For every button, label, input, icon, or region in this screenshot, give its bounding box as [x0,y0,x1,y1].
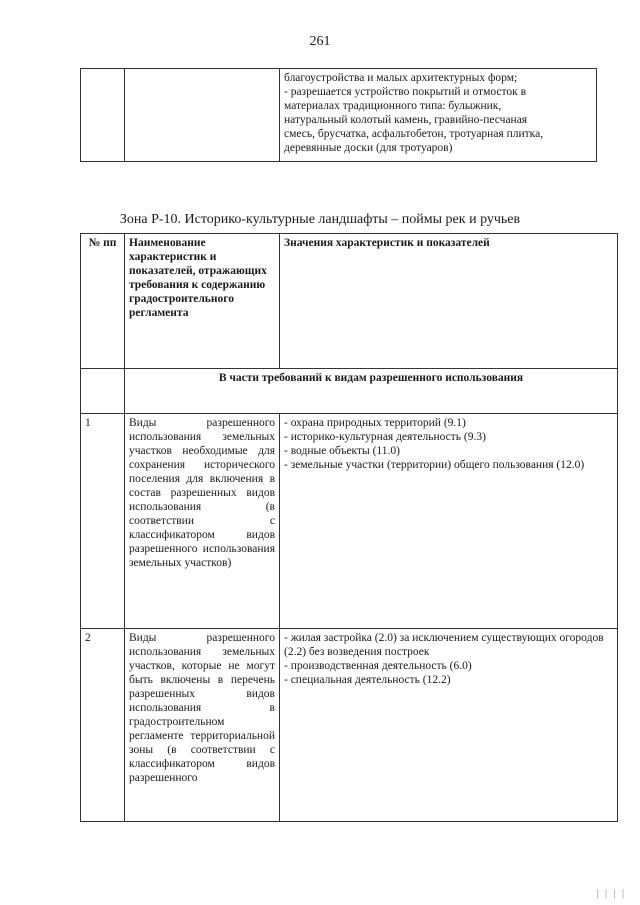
zone-title: Зона Р-10. Историко-культурные ландшафты – поймы рек и ручьев [119,212,521,227]
table-header-row [81,234,618,369]
list-item: натуральный колотый камень, гравийно-песчаная [284,114,528,126]
list-item: материалах традиционного типа: булыжник, [284,100,502,112]
list-item: деревянные доски (для тротуаров) [284,142,453,154]
row-values [280,629,618,822]
header-values: Значения характеристик и показателей [280,234,618,369]
scan-marks: | | | | [596,888,626,899]
table-row [81,629,618,822]
table-cell-values [280,69,597,162]
table-cell-num [81,69,125,162]
continuation-table [80,68,597,162]
list-item: - разрешается устройство покрытий и отмосток в [284,86,526,98]
list-item: благоустройства и малых архитектурных форм; [284,72,518,84]
header-num: № пп [81,234,125,369]
list-item: - земельные участки (территории) общего пользования (12.0) [284,459,585,471]
list-item: - историко-культурная деятельность (9.3) [284,431,486,443]
section-title: В части требований к видам разрешенного использования [125,369,618,414]
row-name: Виды разрешенного использования земельных участков необходимые для сохранения исторического поселения для включения в состав разрешенных видов использования (в соответствии с классификатором видов разрешенного использования земельных участков) [125,414,280,629]
list-item: - водные объекты (11.0) [284,445,400,457]
list-item: - охрана природных территорий (9.1) [284,417,466,429]
list-item: - производственная деятельность (6.0) [284,660,472,672]
header-name: Наименование характеристик и показателей, отражающих требования к содержанию градостроительного регламента [125,234,280,369]
table-row [81,69,597,162]
section-row [81,369,618,414]
list-item: - специальная деятельность (12.2) [284,674,451,686]
row-num: 1 [81,414,125,629]
row-num: 2 [81,629,125,822]
zone-table [80,233,618,822]
page-number: 261 [309,34,331,49]
table-cell-name [125,69,280,162]
list-item: смесь, брусчатка, асфальтобетон, тротуарная плитка, [284,128,544,140]
row-name: Виды разрешенного использования земельных участков, которые не могут быть включены в перечень разрешенных видов использования в градостроительном регламенте территориальной зоны (в соответствии с классификатором видов разрешенного [125,629,280,822]
section-num-cell [81,369,125,414]
row-values [280,414,618,629]
list-item: - жилая застройка (2.0) за исключением существующих огородов (2.2) без возведения построек [284,632,604,658]
table-row [81,414,618,629]
